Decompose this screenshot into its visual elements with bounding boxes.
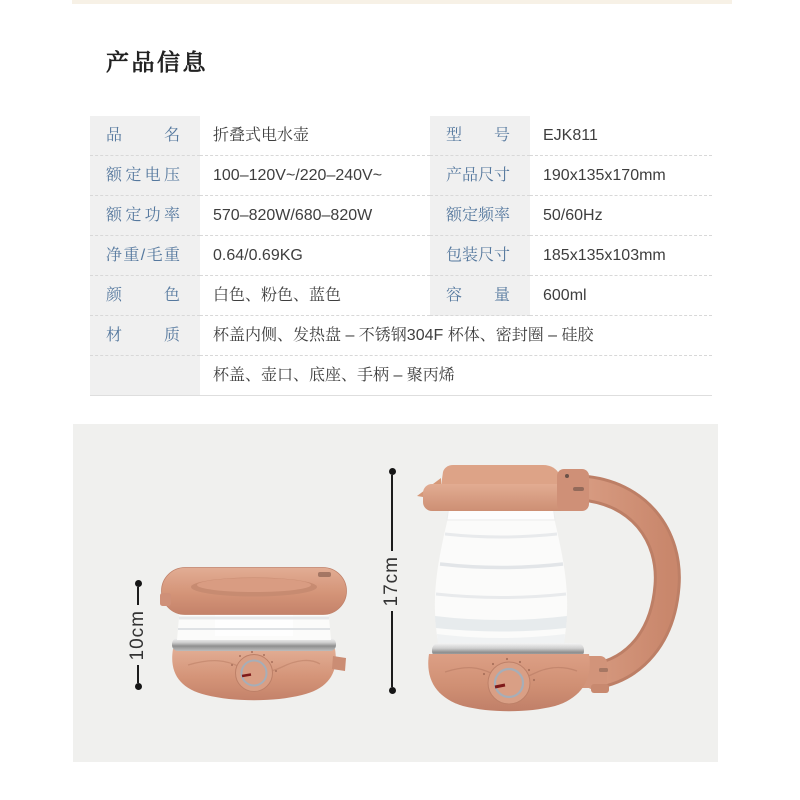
spec-label-empty — [90, 356, 200, 396]
dimension-segment — [391, 475, 393, 551]
spec-value-material-1: 杯盖内侧、发热盘 – 不锈钢304F 杯体、密封圈 – 硅胶 — [200, 316, 712, 356]
spec-label-power: 额定功率 — [90, 196, 200, 236]
unfolded-kettle-body — [435, 506, 567, 651]
spec-value-color: 白色、粉色、蓝色 — [200, 276, 430, 316]
dimension-dot-bottom — [135, 683, 142, 690]
unfolded-kettle-lid — [417, 465, 589, 511]
dimension-segment — [137, 665, 139, 683]
spec-label-voltage: 额定电压 — [90, 156, 200, 196]
dimension-segment — [137, 587, 139, 605]
folded-kettle-image — [160, 566, 348, 701]
spec-value-frequency: 50/60Hz — [530, 196, 712, 236]
spec-value-product-size: 190x135x170mm — [530, 156, 712, 196]
dimension-label-folded: 10cm — [127, 609, 148, 661]
spec-label-frequency: 额定频率 — [430, 196, 530, 236]
spec-label-product-name: 品名 — [90, 116, 200, 156]
spec-label-color: 颜色 — [90, 276, 200, 316]
product-photo-section — [73, 424, 718, 762]
spec-value-capacity: 600ml — [530, 276, 712, 316]
spec-label-package-size: 包装尺寸 — [430, 236, 530, 276]
dimension-segment — [391, 611, 393, 687]
spec-value-model: EJK811 — [530, 116, 712, 156]
dimension-dot-bottom — [389, 687, 396, 694]
spec-label-product-size: 产品尺寸 — [430, 156, 530, 196]
spec-value-weight: 0.64/0.69KG — [200, 236, 430, 276]
dimension-label-unfolded: 17cm — [381, 555, 402, 607]
spec-label-weight: 净重/毛重 — [90, 236, 200, 276]
spec-value-power: 570–820W/680–820W — [200, 196, 430, 236]
unfolded-kettle-image — [415, 462, 685, 716]
dimension-line-unfolded — [380, 468, 404, 694]
spec-value-package-size: 185x135x103mm — [530, 236, 712, 276]
page-title: 产品信息 — [106, 49, 208, 75]
spec-value-product-name: 折叠式电水壶 — [200, 116, 430, 156]
dimension-dot-top — [135, 580, 142, 587]
dimension-dot-top — [389, 468, 396, 475]
spec-label-model: 型号 — [430, 116, 530, 156]
spec-value-material-2: 杯盖、壶口、底座、手柄 – 聚丙烯 — [200, 356, 712, 396]
folded-kettle-handle-ring — [160, 568, 347, 615]
spec-value-voltage: 100–120V~/220–240V~ — [200, 156, 430, 196]
spec-label-material: 材质 — [90, 316, 200, 356]
spec-label-capacity: 容量 — [430, 276, 530, 316]
spec-table — [90, 116, 712, 396]
section-divider-strip — [72, 0, 732, 4]
dimension-line-folded — [126, 580, 150, 690]
